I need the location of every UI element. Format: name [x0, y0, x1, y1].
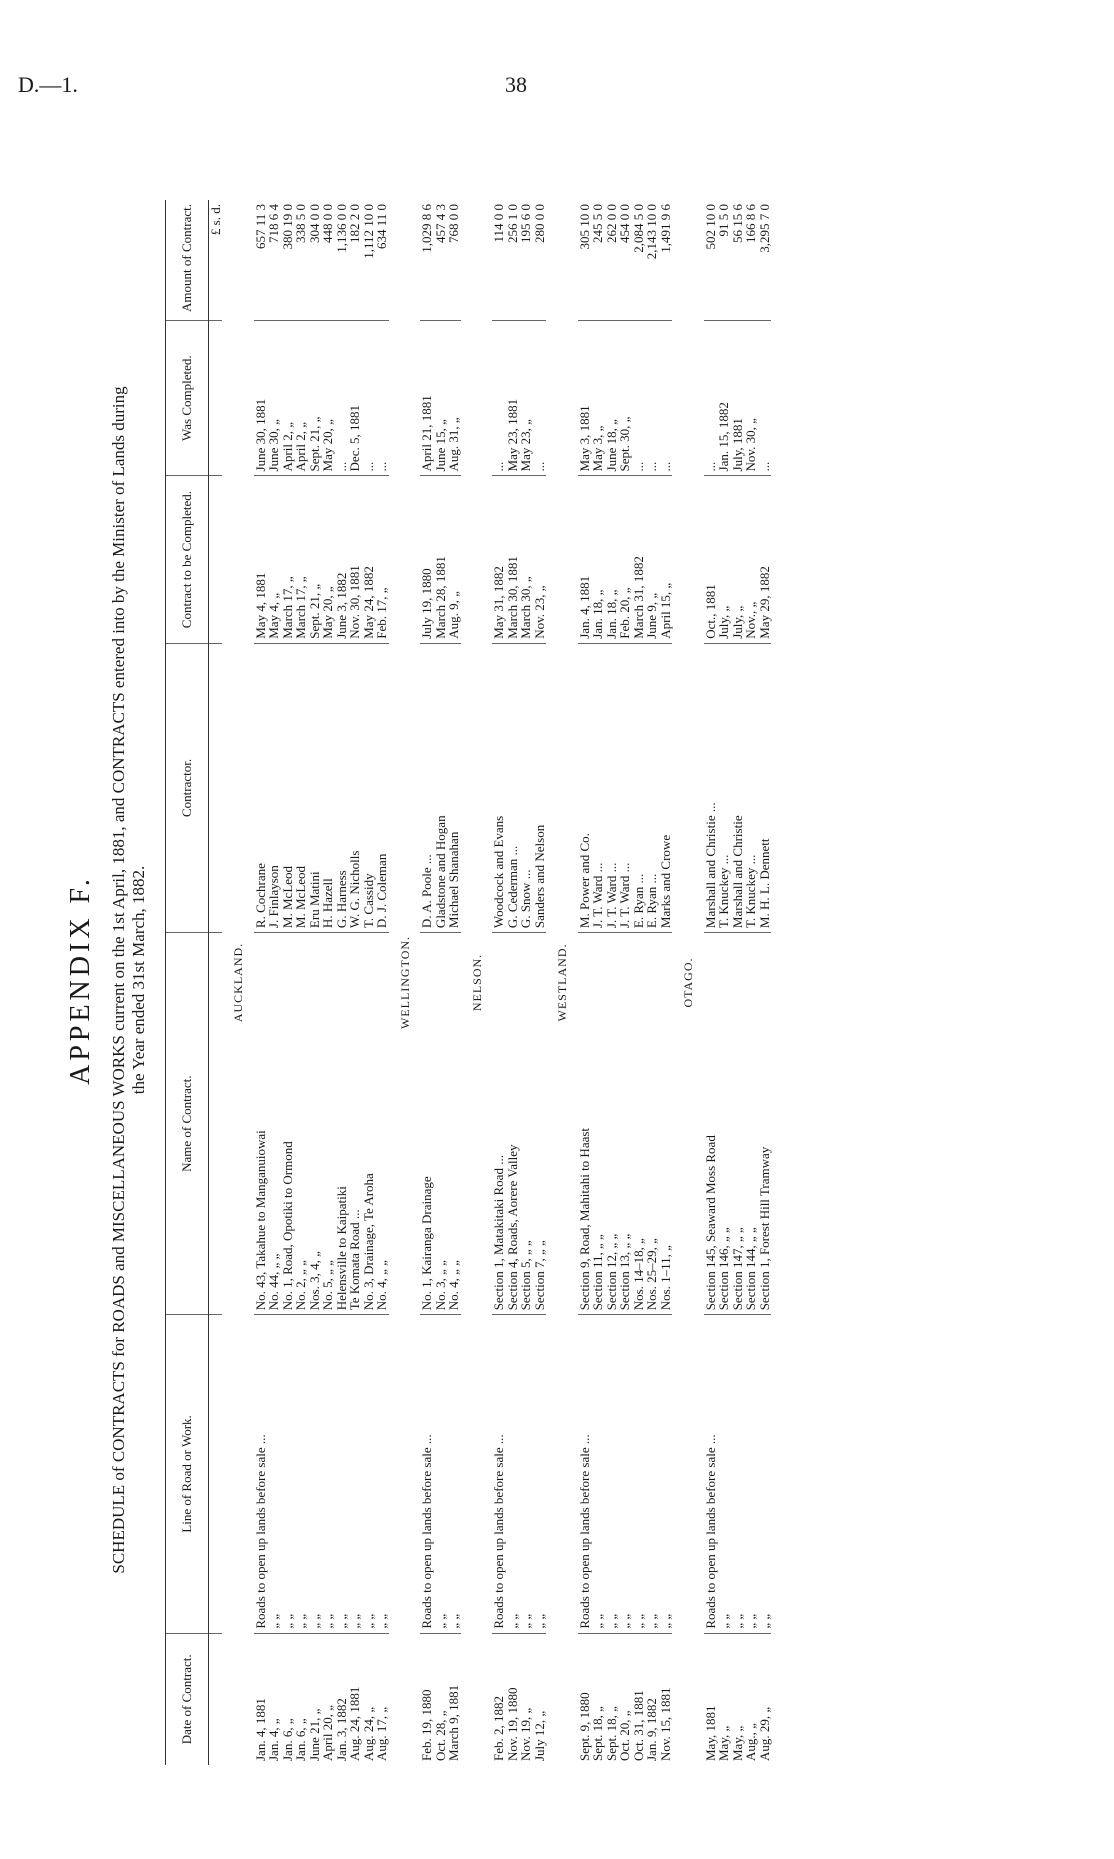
table-header-row — [166, 200, 209, 1765]
amount-cell: 380 19 0 — [281, 200, 295, 320]
contract-name-cell: Section 9, Road, Mahitahi to Haast — [578, 933, 592, 1315]
col-line-of-road: Line of Road or Work. — [166, 1315, 209, 1633]
contractor-cell: R. Cochrane — [254, 643, 268, 932]
date-cell: Sept. 18, „ — [590, 1706, 605, 1761]
date-cell: Aug. 24, 1881 — [347, 1686, 362, 1761]
contract-name-cell: Nos. 25–29, „ — [645, 933, 659, 1315]
contractor-cell: Gladstone and Hogan — [434, 643, 448, 932]
table-row — [591, 200, 605, 1765]
due-cell: May 29, 1882 — [758, 476, 772, 643]
table-row — [659, 200, 673, 1765]
completed-cell: May 23, „ — [519, 320, 533, 476]
due-cell: May 4, 1881 — [254, 476, 268, 643]
line-cell: „ „ — [731, 1315, 745, 1633]
due-cell: July, „ — [717, 476, 731, 643]
line-cell: „ „ — [758, 1315, 772, 1633]
completed-cell: ... — [533, 320, 547, 476]
table-row — [348, 200, 362, 1765]
table-row — [335, 200, 349, 1765]
due-cell: Nov. 23, „ — [533, 476, 547, 643]
contract-name-cell: No. 5, „ „ — [321, 933, 335, 1315]
date-cell: May, „ — [716, 1725, 731, 1761]
contract-name-cell: No. 1, Kairanga Drainage — [420, 933, 434, 1315]
line-cell: „ „ — [645, 1315, 659, 1633]
line-cell: „ „ — [267, 1315, 281, 1633]
completed-cell: ... — [632, 320, 646, 476]
line-cell: Roads to open up lands before sale ... — [492, 1315, 506, 1633]
date-cell: May, 1881 — [702, 1705, 718, 1761]
table-row — [375, 200, 389, 1765]
due-cell: Jan. 4, 1881 — [578, 476, 592, 643]
due-cell: June 3, 1882 — [335, 476, 349, 643]
line-cell: „ „ — [362, 1315, 376, 1633]
amount-cell: 448 0 0 — [321, 200, 335, 320]
contract-name-cell: No. 3, „ „ — [434, 933, 448, 1315]
contract-name-cell: Nos. 14–18, „ — [632, 933, 646, 1315]
due-cell: Feb. 20, „ — [618, 476, 632, 643]
line-cell: „ „ — [591, 1315, 605, 1633]
line-cell: Roads to open up lands before sale ... — [420, 1315, 434, 1633]
contract-name-cell: Section 12, „ „ — [605, 933, 619, 1315]
completed-cell: May 3, „ — [591, 320, 605, 476]
amount-cell: 256 1 0 — [506, 200, 520, 320]
contractor-cell: T. Knuckey ... — [744, 643, 758, 932]
amount-cell: 304 0 0 — [308, 200, 322, 320]
table-row — [645, 200, 659, 1765]
date-cell: Oct. 31, 1881 — [630, 1690, 646, 1761]
amount-units: £ s. d. — [208, 200, 222, 320]
contract-name-cell: No. 2, „ „ — [294, 933, 308, 1315]
date-cell: March 9, 1881 — [446, 1684, 461, 1761]
due-cell: May 20, „ — [321, 476, 335, 643]
due-cell: March 17, „ — [281, 476, 295, 643]
contract-name-cell: No. 1, Road, Opotiki to Ormond — [281, 933, 295, 1315]
region-heading: WELLINGTON. — [397, 935, 412, 1030]
region-heading: NELSON. — [469, 953, 484, 1012]
due-cell: Nov. 30, 1881 — [348, 476, 362, 643]
col-name-of-contract: Name of Contract. — [166, 933, 209, 1315]
table-row — [308, 200, 322, 1765]
line-cell: „ „ — [294, 1315, 308, 1633]
contractor-cell: D. J. Coleman — [375, 643, 389, 932]
completed-cell: June 30, 1881 — [254, 320, 268, 476]
table-row — [294, 200, 308, 1765]
contracts-table — [165, 200, 771, 1765]
completed-cell: April 21, 1881 — [420, 320, 434, 476]
contractor-cell: Marshall and Christie ... — [704, 643, 718, 932]
date-cell: Nov. 19, „ — [518, 1707, 533, 1761]
date-cell: Jan. 3, 1882 — [333, 1698, 349, 1761]
table-row — [618, 200, 632, 1765]
amount-cell: 454 0 0 — [618, 200, 632, 320]
amount-cell: 634 11 0 — [375, 200, 389, 320]
appendix-title: APPENDIX F. — [65, 875, 96, 1085]
date-cell: Feb. 19, 1880 — [419, 1689, 434, 1761]
date-cell: April 20, „ — [320, 1705, 335, 1761]
line-cell: „ „ — [717, 1315, 731, 1633]
due-cell: March 28, 1881 — [434, 476, 448, 643]
amount-cell: 338 5 0 — [294, 200, 308, 320]
due-cell: March 30, „ — [519, 476, 533, 643]
table-row — [362, 200, 376, 1765]
contractor-cell: J. Finlayson — [267, 643, 281, 932]
contractor-cell: Marks and Crowe — [659, 643, 673, 932]
table-row — [605, 200, 619, 1765]
schedule-title-line1: SCHEDULE of CONTRACTS for ROADS and MISCELLANEOUS WORKS current on the 1st April, 1881, and CONTRACTS entered into by the Minister of Lands during — [109, 386, 128, 1574]
amount-cell: 1,136 0 0 — [335, 200, 349, 320]
col-contract-to-be-completed: Contract to be Completed. — [166, 476, 209, 643]
table-row — [519, 200, 533, 1765]
table-row — [420, 200, 434, 1765]
schedule-title-line2: the Year ended 31st March, 1882. — [129, 865, 148, 1095]
table-row — [447, 200, 461, 1765]
completed-cell: June 15, „ — [434, 320, 448, 476]
completed-cell: ... — [659, 320, 673, 476]
schedule-title — [109, 160, 149, 1800]
contract-name-cell: Section 144, „ „ — [744, 933, 758, 1315]
amount-cell: 657 11 3 — [254, 200, 268, 320]
date-cell: May, „ — [729, 1725, 745, 1761]
contractor-cell: M. McLeod — [294, 643, 308, 932]
date-cell: Oct. 28, „ — [432, 1710, 448, 1761]
line-cell: „ „ — [308, 1315, 322, 1633]
col-date-of-contract: Date of Contract. — [166, 1633, 209, 1765]
amount-cell: 262 0 0 — [605, 200, 619, 320]
line-cell: „ „ — [519, 1315, 533, 1633]
contract-name-cell: Section 4, Roads, Aorere Valley — [506, 933, 520, 1315]
contract-name-cell: Section 13, „ „ — [618, 933, 632, 1315]
due-cell: April 15, „ — [659, 476, 673, 643]
line-cell: „ „ — [618, 1315, 632, 1633]
contract-name-cell: Helensville to Kaipatiki — [335, 933, 349, 1315]
table-row — [704, 200, 718, 1765]
line-cell: „ „ — [605, 1315, 619, 1633]
table-row — [267, 200, 281, 1765]
amount-cell: 166 8 6 — [744, 200, 758, 320]
region-heading-row — [546, 200, 578, 1765]
completed-cell: Jan. 15, 1882 — [717, 320, 731, 476]
line-cell: Roads to open up lands before sale ... — [254, 1315, 268, 1633]
contractor-cell: Woodcock and Evans — [492, 643, 506, 932]
contract-name-cell: No. 43, Takahue to Manganuiowai — [254, 933, 268, 1315]
table-row — [717, 200, 731, 1765]
amount-cell: 182 2 0 — [348, 200, 362, 320]
contractor-cell: E. Ryan ... — [632, 643, 646, 932]
table-row — [632, 200, 646, 1765]
contractor-cell: M. H. L. Dennett — [758, 643, 772, 932]
due-cell: July, „ — [731, 476, 745, 643]
contractor-cell: T. Knuckey ... — [717, 643, 731, 932]
contractor-cell: J. T. Ward ... — [605, 643, 619, 932]
line-cell: „ „ — [659, 1315, 673, 1633]
contractor-cell: G. Snow ... — [519, 643, 533, 932]
col-contractor: Contractor. — [166, 643, 209, 932]
contract-name-cell: Te Komata Road ... — [348, 933, 362, 1315]
amount-cell: 3,295 7 0 — [758, 200, 772, 320]
contractor-cell: H. Hazell — [321, 643, 335, 932]
line-cell: „ „ — [447, 1315, 461, 1633]
contractor-cell: G. Cederman ... — [506, 643, 520, 932]
amount-cell: 718 6 4 — [267, 200, 281, 320]
contract-name-cell: Section 145, Seaward Moss Road — [704, 933, 718, 1315]
due-cell: March 31, 1882 — [632, 476, 646, 643]
contract-name-cell: No. 4, „ „ — [447, 933, 461, 1315]
contract-name-cell: No. 4, „ „ — [375, 933, 389, 1315]
contractor-cell: G. Harness — [335, 643, 349, 932]
date-cell: Jan. 6, „ — [279, 1718, 295, 1761]
completed-cell: ... — [335, 320, 349, 476]
completed-cell: Sept. 21, „ — [308, 320, 322, 476]
completed-cell: ... — [375, 320, 389, 476]
completed-cell: ... — [645, 320, 659, 476]
amount-cell: 502 10 0 — [704, 200, 718, 320]
due-cell: Jan. 18, „ — [605, 476, 619, 643]
contract-name-cell: Section 5, „ „ — [519, 933, 533, 1315]
completed-cell: Dec. 5, 1881 — [348, 320, 362, 476]
completed-cell: June 18, „ — [605, 320, 619, 476]
date-cell: Nov. 15, 1881 — [657, 1687, 673, 1761]
line-cell: „ „ — [375, 1315, 389, 1633]
due-cell: Aug. 9, „ — [447, 476, 461, 643]
completed-cell: Aug. 31, „ — [447, 320, 461, 476]
due-cell: March 17, „ — [294, 476, 308, 643]
col-amount: Amount of Contract. — [166, 200, 209, 320]
date-cell: Feb. 2, 1882 — [491, 1696, 506, 1761]
date-cell: Sept. 18, „ — [603, 1706, 619, 1761]
table-row — [758, 200, 772, 1765]
date-cell: July 12, „ — [531, 1710, 547, 1761]
due-cell: May 31, 1882 — [492, 476, 506, 643]
date-cell: Oct. 20, „ — [617, 1710, 632, 1761]
line-cell: „ „ — [506, 1315, 520, 1633]
contractor-cell: M. Power and Co. — [578, 643, 592, 932]
table-row — [578, 200, 592, 1765]
contract-name-cell: Section 1, Matakitaki Road ... — [492, 933, 506, 1315]
contract-name-cell: Nos. 3, 4, „ — [308, 933, 322, 1315]
date-cell: Jan. 9, 1882 — [644, 1698, 659, 1761]
amount-cell: 56 15 6 — [731, 200, 745, 320]
line-cell: Roads to open up lands before sale ... — [704, 1315, 718, 1633]
table-body — [208, 200, 771, 1765]
amount-cell: 768 0 0 — [447, 200, 461, 320]
units-row — [208, 200, 222, 1765]
due-cell: March 30, 1881 — [506, 476, 520, 643]
line-cell: „ „ — [281, 1315, 295, 1633]
due-cell: June 9, „ — [645, 476, 659, 643]
rotated-page — [65, 160, 1075, 1800]
table-row — [744, 200, 758, 1765]
date-cell: Aug., „ — [743, 1723, 758, 1761]
completed-cell: ... — [758, 320, 772, 476]
table-row — [731, 200, 745, 1765]
date-cell: Aug. 24, „ — [360, 1706, 376, 1761]
contract-name-cell: Nos. 1–11, „ — [659, 933, 673, 1315]
date-cell: Nov. 19, 1880 — [504, 1687, 520, 1761]
region-heading: OTAGO. — [681, 957, 695, 1008]
line-cell: „ „ — [335, 1315, 349, 1633]
contractor-cell: Sanders and Nelson — [533, 643, 547, 932]
contract-name-cell: Section 7, „ „ — [533, 933, 547, 1315]
completed-cell: ... — [492, 320, 506, 476]
line-cell: „ „ — [434, 1315, 448, 1633]
line-cell: „ „ — [348, 1315, 362, 1633]
completed-cell: July, 1881 — [731, 320, 745, 476]
date-cell: Jan. 4, „ — [266, 1718, 281, 1761]
region-heading: AUCKLAND. — [231, 942, 245, 1023]
region-heading-row — [222, 200, 254, 1765]
completed-cell: ... — [362, 320, 376, 476]
date-cell: Jan. 6, „ — [293, 1718, 308, 1761]
completed-cell: June 30, „ — [267, 320, 281, 476]
region-heading-row — [672, 200, 704, 1765]
table-row — [321, 200, 335, 1765]
contract-name-cell: No. 3, Drainage, Te Aroha — [362, 933, 376, 1315]
contractor-cell: Eru Matini — [308, 643, 322, 932]
line-cell: „ „ — [321, 1315, 335, 1633]
due-cell: Nov., „ — [744, 476, 758, 643]
due-cell: Oct., 1881 — [704, 476, 718, 643]
contract-name-cell: Section 146, „ „ — [717, 933, 731, 1315]
due-cell: May 24, 1882 — [362, 476, 376, 643]
completed-cell: May 23, 1881 — [506, 320, 520, 476]
contractor-cell: D. A. Poole ... — [420, 643, 434, 932]
contractor-cell: E. Ryan ... — [645, 643, 659, 932]
due-cell: July 19, 1880 — [420, 476, 434, 643]
contract-name-cell: Section 147, „ „ — [731, 933, 745, 1315]
completed-cell: Sept. 30, „ — [618, 320, 632, 476]
due-cell: Jan. 18, „ — [591, 476, 605, 643]
amount-cell: 280 0 0 — [533, 200, 547, 320]
date-cell: Aug. 29, „ — [756, 1706, 772, 1761]
contractor-cell: J. T. Ward ... — [618, 643, 632, 932]
amount-cell: 91 5 0 — [717, 200, 731, 320]
amount-cell: 1,029 8 6 — [420, 200, 434, 320]
completed-cell: Nov. 30, „ — [744, 320, 758, 476]
contract-name-cell: No. 44, „ „ — [267, 933, 281, 1315]
contractor-cell: J. T. Ward ... — [591, 643, 605, 932]
table-row — [533, 200, 547, 1765]
amount-cell: 114 0 0 — [492, 200, 506, 320]
amount-cell: 1,491 9 6 — [659, 200, 673, 320]
amount-cell: 245 5 0 — [591, 200, 605, 320]
col-was-completed: Was Completed. — [166, 320, 209, 476]
table-row — [281, 200, 295, 1765]
amount-cell: 2,143 10 0 — [645, 200, 659, 320]
amount-cell: 457 4 3 — [434, 200, 448, 320]
document-code: D.—1. — [18, 72, 78, 97]
completed-cell: ... — [704, 320, 718, 476]
line-cell: „ „ — [533, 1315, 547, 1633]
date-cell: Aug. 17, „ — [374, 1706, 389, 1761]
table-row — [492, 200, 506, 1765]
amount-cell: 195 6 0 — [519, 200, 533, 320]
contract-name-cell: Section 1, Forest Hill Tramway — [758, 933, 772, 1315]
completed-cell: April 2, „ — [281, 320, 295, 476]
amount-cell: 2,084 5 0 — [632, 200, 646, 320]
date-cell: Sept. 9, 1880 — [576, 1692, 592, 1761]
contractor-cell: W. G. Nicholls — [348, 643, 362, 932]
contract-name-cell: Section 11, „ „ — [591, 933, 605, 1315]
contractor-cell: M. McLeod — [281, 643, 295, 932]
completed-cell: May 20, „ — [321, 320, 335, 476]
completed-cell: May 3, 1881 — [578, 320, 592, 476]
table-row — [434, 200, 448, 1765]
table-row — [506, 200, 520, 1765]
contractor-cell: Marshall and Christie — [731, 643, 745, 932]
date-cell: Jan. 4, 1881 — [252, 1698, 268, 1761]
contractor-cell: T. Cassidy — [362, 643, 376, 932]
amount-cell: 305 10 0 — [578, 200, 592, 320]
amount-cell: 1,112 10 0 — [362, 200, 376, 320]
region-heading: WESTLAND. — [555, 943, 569, 1022]
due-cell: Sept. 21, „ — [308, 476, 322, 643]
contractor-cell: Michael Shanahan — [447, 643, 461, 932]
due-cell: May 4, „ — [267, 476, 281, 643]
completed-cell: April 2, „ — [294, 320, 308, 476]
line-cell: „ „ — [744, 1315, 758, 1633]
line-cell: Roads to open up lands before sale ... — [578, 1315, 592, 1633]
table-row — [254, 200, 268, 1765]
region-heading-row — [389, 200, 421, 1765]
region-heading-row — [461, 200, 493, 1765]
line-cell: „ „ — [632, 1315, 646, 1633]
date-cell: June 21, „ — [306, 1708, 322, 1761]
due-cell: Feb. 17, „ — [375, 476, 389, 643]
page-number: 38 — [505, 72, 527, 97]
